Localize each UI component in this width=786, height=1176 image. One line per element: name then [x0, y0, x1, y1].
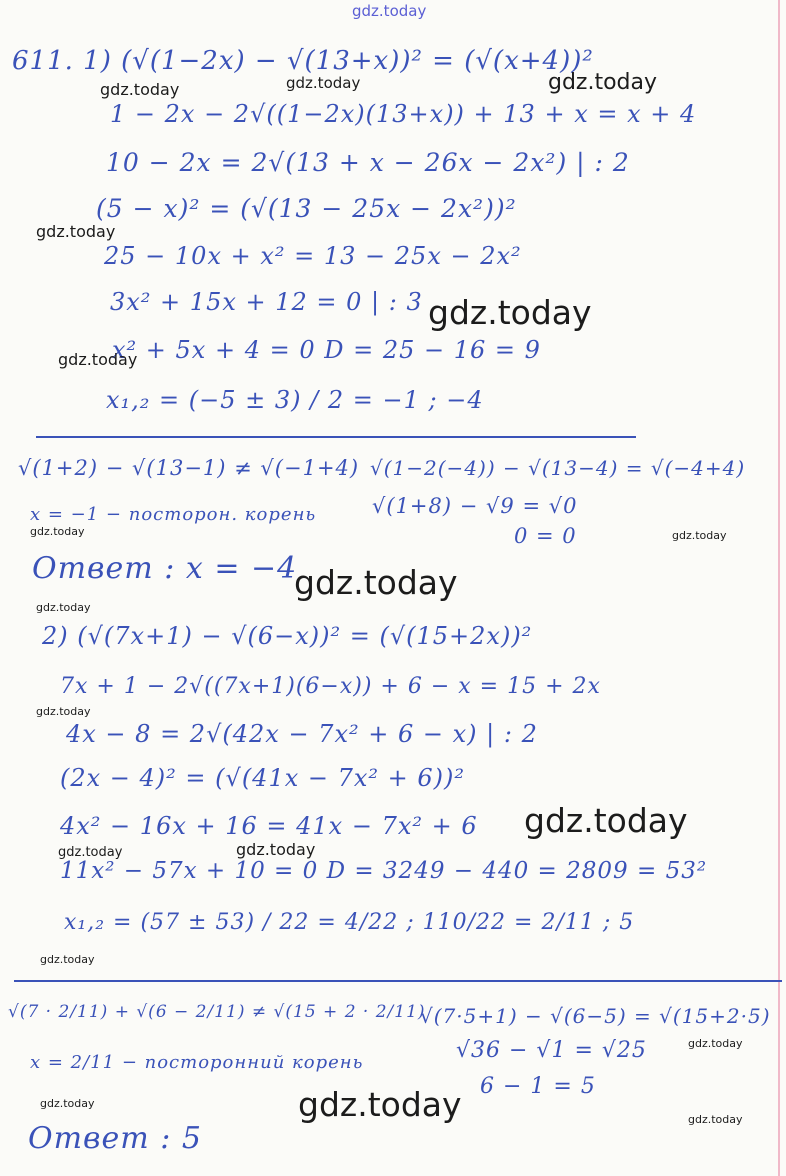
- watermark-9: gdz.today: [294, 563, 458, 602]
- watermark-3: gdz.today: [286, 74, 361, 92]
- p1-line-7: x² + 5x + 4 = 0 D = 25 − 16 = 9: [112, 336, 541, 364]
- p2-line-3: 4x − 8 = 2√(42x − 7x² + 6 − x) | : 2: [66, 720, 538, 748]
- watermark-13: gdz.today: [58, 845, 123, 860]
- p2-line-2: 7x + 1 − 2√((7x+1)(6−x)) + 6 − x = 15 + 2x: [60, 674, 601, 699]
- watermark-11: gdz.today: [36, 705, 91, 718]
- p1-line-2: 1 − 2x − 2√((1−2x)(13+x)) + 13 + x = x + 4: [110, 100, 697, 128]
- p1-line-5: 25 − 10x + x² = 13 − 25x − 2x²: [104, 242, 522, 270]
- p1-check-right-3: 0 = 0: [514, 524, 577, 548]
- p1-check-right-1: √(1−2(−4)) − √(13−4) = √(−4+4): [370, 456, 746, 480]
- watermark-4: gdz.today: [36, 222, 116, 241]
- p2-line-7: x₁,₂ = (57 ± 53) / 22 = 4/22 ; 110/22 = 2/11 ; 5: [64, 910, 635, 935]
- watermark-16: gdz.today: [688, 1037, 743, 1050]
- p1-line-6: 3x² + 15x + 12 = 0 | : 3: [110, 288, 423, 316]
- p2-line-6: 11x² − 57x + 10 = 0 D = 3249 − 440 = 2809 = 53²: [60, 858, 708, 884]
- watermark-1: gdz.today: [548, 70, 658, 95]
- p2-check-left-2: x = 2/11 − посторонний корень: [30, 1052, 364, 1073]
- watermark-18: gdz.today: [40, 1097, 95, 1110]
- p2-line-1: 2) (√(7x+1) − √(6−x))² = (√(15+2x))²: [42, 622, 533, 650]
- watermark-17: gdz.today: [298, 1085, 462, 1124]
- p2-answer: Ответ : 5: [28, 1121, 202, 1156]
- p1-line-3: 10 − 2x = 2√(13 + x − 26x − 2x²) | : 2: [106, 148, 630, 177]
- p1-check-left-2: x = −1 − посторон. корень: [30, 504, 317, 525]
- watermark-10: gdz.today: [36, 601, 91, 614]
- margin-line: [778, 0, 780, 1176]
- p2-check-right-3: 6 − 1 = 5: [480, 1074, 596, 1099]
- p1-line-4: (5 − x)² = (√(13 − 25x − 2x²))²: [96, 194, 517, 223]
- divider-1: [36, 436, 636, 438]
- watermark-8: gdz.today: [672, 529, 727, 542]
- watermark-top: gdz.today: [352, 2, 427, 20]
- p1-check-left-1: √(1+2) − √(13−1) ≠ √(−1+4): [18, 456, 360, 480]
- p2-line-4: (2x − 4)² = (√(41x − 7x² + 6))²: [60, 764, 466, 792]
- watermark-15: gdz.today: [40, 953, 95, 966]
- p1-line-1: 611. 1) (√(1−2x) − √(13+x))² = (√(x+4))²: [12, 46, 594, 76]
- p2-line-5: 4x² − 16x + 16 = 41x − 7x² + 6: [60, 812, 478, 840]
- watermark-2: gdz.today: [100, 80, 180, 99]
- p2-check-right-1: √(7·5+1) − √(6−5) = √(15+2·5): [420, 1004, 771, 1028]
- watermark-5: gdz.today: [428, 293, 592, 332]
- watermark-12: gdz.today: [524, 801, 688, 840]
- watermark-7: gdz.today: [30, 525, 85, 538]
- divider-2: [14, 980, 782, 982]
- p1-answer: Ответ : x = −4: [32, 551, 298, 586]
- watermark-14: gdz.today: [236, 840, 316, 859]
- watermark-19: gdz.today: [688, 1113, 743, 1126]
- watermark-6: gdz.today: [58, 350, 138, 369]
- p1-line-8: x₁,₂ = (−5 ± 3) / 2 = −1 ; −4: [106, 386, 484, 414]
- p2-check-left-1: √(7 · 2/11) + √(6 − 2/11) ≠ √(15 + 2 · 2/11): [8, 1002, 426, 1022]
- p1-check-right-2: √(1+8) − √9 = √0: [372, 494, 578, 518]
- p2-check-right-2: √36 − √1 = √25: [456, 1038, 647, 1063]
